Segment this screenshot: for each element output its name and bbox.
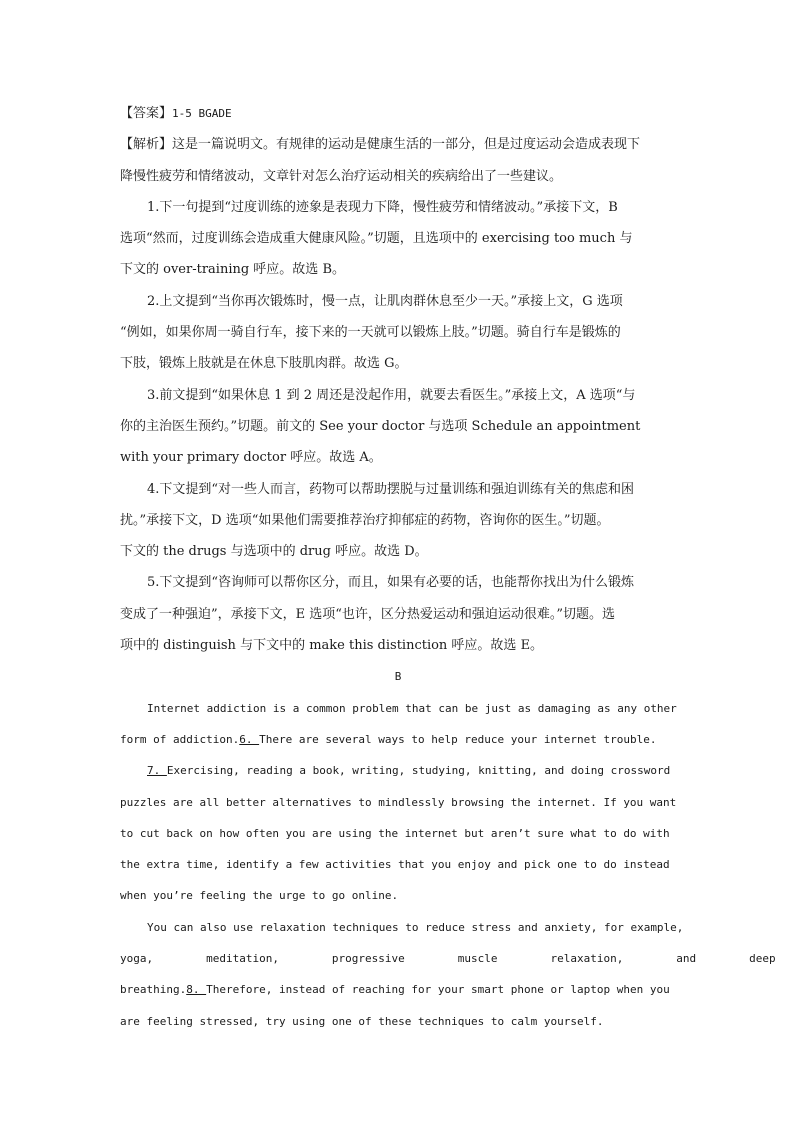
document-page — [120, 98, 776, 1037]
blank-8: 8. — [186, 983, 207, 997]
analysis-line-1 — [120, 129, 676, 160]
passage-line: to cut back on how often you are using the internet but aren’t sure what to do with — [120, 826, 670, 840]
explanation-line: 下肢，锻炼上肢就是在休息下肢肌肉群。故选 G。 — [120, 356, 408, 372]
section-heading: B — [394, 670, 402, 684]
passage-line — [120, 755, 676, 786]
explanation-item-3 — [120, 380, 676, 474]
explanation-line: 3.前文提到“如果休息 1 到 2 周还是没起作用，就要去看医生。”承接上文，A 选项“与 — [147, 387, 636, 403]
explanation-item-5 — [120, 567, 676, 661]
explanation-line: 4.下文提到“对一些人而言，药物可以帮助摆脱与过量训练和强迫训练有关的焦虑和困 — [147, 481, 635, 497]
explanation-line: 下文的 the drugs 与选项中的 drug 呼应。故选 D。 — [120, 544, 428, 560]
explanation-item-2 — [120, 286, 676, 380]
blank-7: 7. — [147, 764, 167, 778]
explanation-line: “例如，如果你周一骑自行车，接下来的一天就可以锻炼上肢。”切题。骑自行车是锻炼的 — [120, 325, 621, 341]
passage-text: breathing. — [120, 983, 187, 997]
passage-line: when you’re feeling the urge to go online. — [120, 889, 399, 903]
explanation-line: 项中的 distinguish 与下文中的 make this distinction 呼应。故选 E。 — [120, 638, 544, 654]
passage-line: the extra time, identify a few activities that you enjoy and pick one to do instead — [120, 858, 670, 872]
passage-paragraph-2 — [120, 755, 676, 911]
explanation-line: 选项“然而，过度训练会造成重大健康风险。”切题，且选项中的 exercising too much 与 — [120, 231, 633, 247]
passage-line: You can also use relaxation techniques to reduce stress and anxiety, for example, — [147, 920, 684, 934]
explanation-line: 下文的 over-training 呼应。故选 B。 — [120, 262, 345, 278]
answer-tag: 【答案】 — [120, 106, 173, 121]
answer-value: 1-5 BGADE — [172, 107, 232, 120]
passage-text: form of addiction. — [120, 732, 240, 746]
passage-paragraph-3 — [120, 912, 776, 1037]
passage-text: Exercising, reading a book, writing, studying, knitting, and doing crossword — [166, 764, 671, 778]
passage-paragraph-1 — [120, 693, 676, 756]
explanation-line: with your primary doctor 呼应。故选 A。 — [120, 450, 382, 466]
passage-text: There are several ways to help reduce your internet trouble. — [259, 732, 657, 746]
analysis-text: 这是一篇说明文。有规律的运动是健康生活的一部分，但是过度运动会造成表现下 — [172, 137, 641, 153]
explanation-line: 1.下一句提到“过度训练的迹象是表现力下降，慢性疲劳和情绪波动。”承接下文，B — [147, 199, 618, 215]
passage-line — [120, 724, 676, 755]
explanation-line: 扰。”承接下文，D 选项“如果他们需要推荐治疗抑郁症的药物，咨询你的医生。”切题。 — [120, 512, 610, 528]
passage-text: Therefore, instead of reaching for your smart phone or laptop when you — [206, 983, 670, 997]
passage-line: Internet addiction is a common problem that can be just as damaging as any other — [147, 701, 677, 715]
explanation-line: 你的主治医生预约。”切题。前文的 See your doctor 与选项 Schedule an appointment — [120, 418, 641, 434]
analysis-tag: 【解析】 — [120, 137, 173, 153]
passage-line: yoga, meditation, progressive muscle relaxation, and deep — [120, 952, 776, 966]
explanation-item-4 — [120, 474, 676, 568]
passage-line: are feeling stressed, try using one of these techniques to calm yourself. — [120, 1014, 604, 1028]
analysis-line-2: 降慢性疲劳和情绪波动，文章针对怎么治疗运动相关的疾病给出了一些建议。 — [120, 168, 563, 184]
passage-line: puzzles are all better alternatives to mindlessly browsing the internet. If you want — [120, 795, 677, 809]
explanation-line: 5.下文提到“咨询师可以帮你区分，而且，如果有必要的话，也能帮你找出为什么锻炼 — [147, 575, 635, 591]
blank-6: 6. — [239, 732, 260, 746]
explanation-item-1 — [120, 192, 676, 286]
answer-line — [120, 98, 676, 129]
passage-line — [120, 974, 676, 1005]
explanation-line: 2.上文提到“当你再次锻炼时，慢一点，让肌肉群休息至少一天。”承接上文，G 选项 — [147, 293, 623, 309]
explanation-line: 变成了一种强迫”，承接下文，E 选项“也许，区分热爱运动和强迫运动很难。”切题。选 — [120, 606, 616, 622]
